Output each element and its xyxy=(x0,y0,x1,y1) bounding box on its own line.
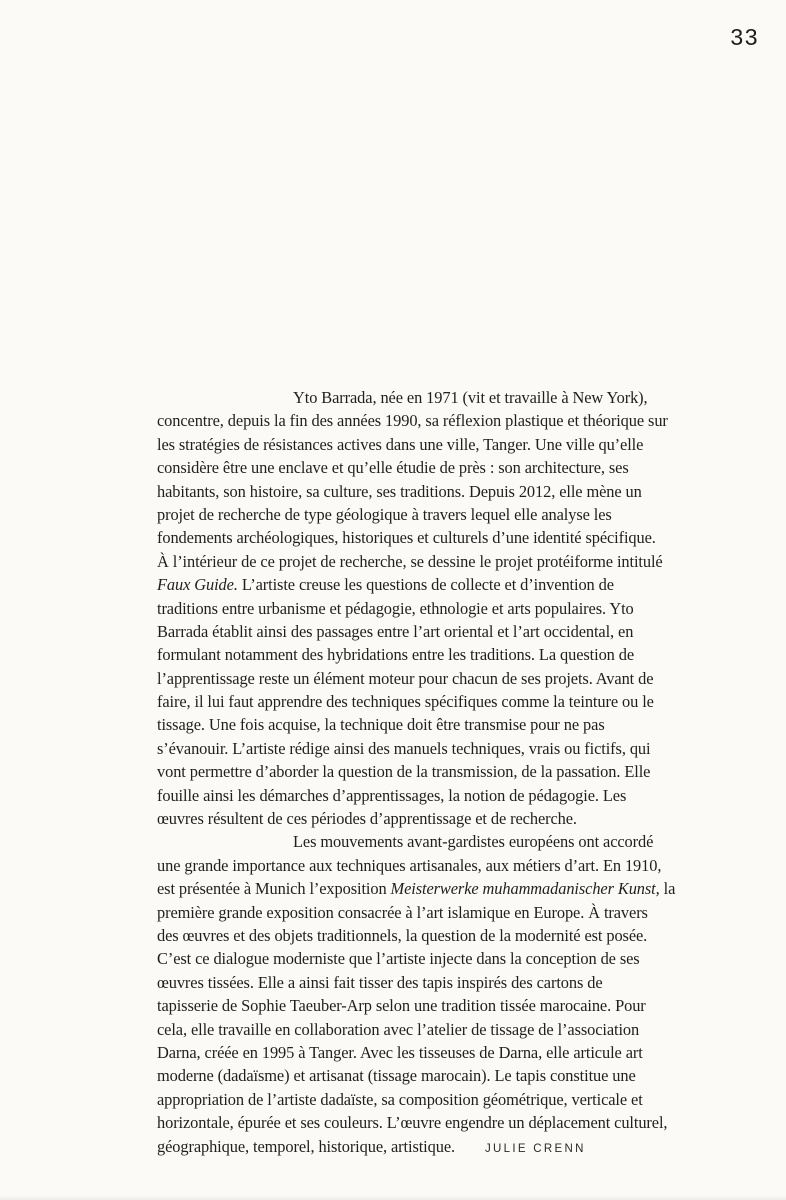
text-run: géographique, temporel, historique, artistique. xyxy=(157,1136,455,1156)
text-run: l’apprentissage reste un élément moteur pour chacun de ses projets. Avant de xyxy=(157,668,654,688)
text-line xyxy=(157,784,753,807)
text-line xyxy=(157,386,753,409)
text-run: projet de recherche de type géologique à travers lequel elle analyse les xyxy=(157,504,612,524)
text-run: horizontale, épurée et ses couleurs. L’œuvre engendre un déplacement culturel, xyxy=(157,1113,668,1133)
text-line xyxy=(157,924,753,947)
text-line xyxy=(157,947,753,970)
text-run: formulant notamment des hybridations entre les traditions. La question de xyxy=(157,645,635,665)
article-text xyxy=(157,386,753,1158)
text-line xyxy=(157,433,753,456)
text-line xyxy=(157,690,753,713)
text-line xyxy=(157,643,753,666)
text-line xyxy=(157,1018,753,1041)
text-run: considère être une enclave et qu’elle étudie de près : son architecture, ses xyxy=(157,458,629,478)
text-run: À l’intérieur de ce projet de recherche, se dessine le projet protéiforme intitulé xyxy=(157,551,663,571)
text-run: Yto Barrada, née en 1971 (vit et travaille à New York), xyxy=(293,388,648,407)
text-line xyxy=(157,901,753,924)
text-line xyxy=(157,877,753,900)
text-line xyxy=(157,480,753,503)
text-line xyxy=(157,830,753,853)
text-run: œuvres tissées. Elle a ainsi fait tisser des tapis inspirés des cartons de xyxy=(157,972,603,992)
text-run: fouille ainsi les démarches d’apprentissages, la notion de pédagogie. Les xyxy=(157,785,627,805)
text-line xyxy=(157,807,753,830)
author-credit: JULIE CRENN xyxy=(485,1142,586,1155)
text-run: les stratégies de résistances actives dans une ville, Tanger. Une ville qu’elle xyxy=(157,434,644,454)
page-bottom-edge xyxy=(0,1195,786,1200)
text-line xyxy=(157,456,753,479)
text-line xyxy=(157,760,753,783)
text-run: Darna, créée en 1995 à Tanger. Avec les tisseuses de Darna, elle articule art xyxy=(157,1042,643,1062)
text-run: C’est ce dialogue moderniste que l’artiste injecte dans la conception de ses xyxy=(157,949,640,969)
text-run: Les mouvements avant-gardistes européens ont accordé xyxy=(293,832,654,852)
text-line xyxy=(157,1064,753,1087)
text-run: des œuvres et des objets traditionnels, la question de la modernité est posée. xyxy=(157,925,648,945)
text-line xyxy=(157,409,753,432)
text-run: moderne (dadaïsme) et artisanat (tissage marocain). Le tapis constitue une xyxy=(157,1066,636,1086)
text-run: cela, elle travaille en collaboration avec l’atelier de tissage de l’association xyxy=(157,1019,640,1039)
text-line xyxy=(157,854,753,877)
text-line xyxy=(157,573,753,596)
text-line xyxy=(157,1041,753,1064)
text-run: première grande exposition consacrée à l’art islamique en Europe. À travers xyxy=(157,902,648,922)
text-line xyxy=(157,737,753,760)
text-run: Barrada établit ainsi des passages entre l’art oriental et l’art occidental, en xyxy=(157,621,634,641)
text-line xyxy=(157,1135,753,1158)
text-line xyxy=(157,597,753,620)
text-run: fondements archéologiques, historiques et culturels d’une identité spécifique. xyxy=(157,528,656,548)
text-run: concentre, depuis la fin des années 1990, sa réflexion plastique et théorique sur xyxy=(157,411,668,431)
text-run: s’évanouir. L’artiste rédige ainsi des manuels techniques, vrais ou fictifs, qui xyxy=(157,738,651,758)
text-run: habitants, son histoire, sa culture, ses traditions. Depuis 2012, elle mène un xyxy=(157,481,642,501)
text-run: une grande importance aux techniques artisanales, aux métiers d’art. En 1910, xyxy=(157,855,662,875)
text-line xyxy=(157,971,753,994)
text-run: est présentée à Munich l’exposition xyxy=(157,879,391,899)
text-line xyxy=(157,620,753,643)
work-title: Meisterwerke muhammadanischer Kunst, xyxy=(390,879,660,899)
text-line xyxy=(157,713,753,736)
text-run: la xyxy=(659,879,676,899)
text-line xyxy=(157,526,753,549)
text-run: traditions entre urbanisme et pédagogie, ethnologie et arts populaires. Yto xyxy=(157,598,634,618)
text-line xyxy=(157,994,753,1017)
text-line xyxy=(157,550,753,573)
text-run: appropriation de l’artiste dadaïste, sa composition géométrique, verticale et xyxy=(157,1089,643,1109)
text-run: tissage. Une fois acquise, la technique doit être transmise pour ne pas xyxy=(157,715,605,735)
work-title: Faux Guide. xyxy=(157,575,238,595)
page-number: 33 xyxy=(730,24,759,50)
text-run: L’artiste creuse les questions de collecte et d’invention de xyxy=(237,575,614,595)
text-run: faire, il lui faut apprendre des techniques spécifiques comme la teinture ou le xyxy=(157,692,654,712)
text-run: tapisserie de Sophie Taeuber-Arp selon une tradition tissée marocaine. Pour xyxy=(157,996,646,1016)
text-line xyxy=(157,1088,753,1111)
text-run: œuvres résultent de ces périodes d’apprentissage et de recherche. xyxy=(157,809,577,829)
text-run: vont permettre d’aborder la question de la transmission, de la passation. Elle xyxy=(157,762,651,782)
text-line xyxy=(157,503,753,526)
text-line xyxy=(157,667,753,690)
text-line xyxy=(157,1111,753,1134)
